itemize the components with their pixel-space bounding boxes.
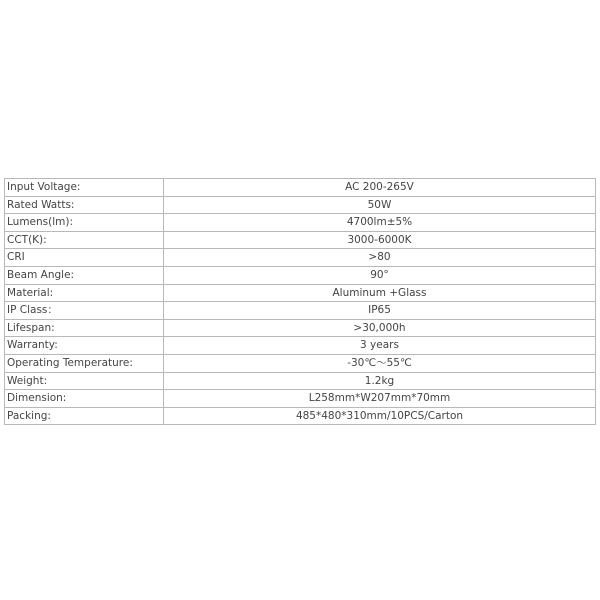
- spec-value: 3000-6000K: [164, 232, 596, 250]
- spec-value: AC 200-265V: [164, 179, 596, 197]
- spec-value: 3 years: [164, 337, 596, 355]
- spec-label: Lifespan:: [5, 320, 164, 338]
- spec-row-ip-class: [5, 302, 596, 320]
- spec-row-input-voltage: [5, 179, 596, 197]
- spec-row-weight: [5, 373, 596, 391]
- spec-value: L258mm*W207mm*70mm: [164, 390, 596, 408]
- spec-value: 4700lm±5%: [164, 214, 596, 232]
- spec-value: 485*480*310mm/10PCS/Carton: [164, 408, 596, 426]
- spec-row-dimension: [5, 390, 596, 408]
- spec-row-material: [5, 285, 596, 303]
- spec-row-beam-angle: [5, 267, 596, 285]
- spec-label: Lumens(lm):: [5, 214, 164, 232]
- spec-value: 50W: [164, 197, 596, 215]
- spec-row-packing: [5, 408, 596, 426]
- spec-label: CRI: [5, 249, 164, 267]
- spec-label: Rated Watts:: [5, 197, 164, 215]
- spec-value: Aluminum +Glass: [164, 285, 596, 303]
- spec-label: Beam Angle:: [5, 267, 164, 285]
- spec-label: Weight:: [5, 373, 164, 391]
- spec-value: 1.2kg: [164, 373, 596, 391]
- spec-value: -30℃～55℃: [164, 355, 596, 373]
- spec-label: Dimension:: [5, 390, 164, 408]
- spec-label: Packing:: [5, 408, 164, 426]
- spec-value: 90°: [164, 267, 596, 285]
- spec-label: Input Voltage:: [5, 179, 164, 197]
- spec-label: IP Class：: [5, 302, 164, 320]
- spec-row-cct: [5, 232, 596, 250]
- spec-value: IP65: [164, 302, 596, 320]
- spec-row-warranty: [5, 337, 596, 355]
- spec-row-lifespan: [5, 320, 596, 338]
- spec-row-operating-temperature: [5, 355, 596, 373]
- spec-row-lumens: [5, 214, 596, 232]
- spec-value: >30,000h: [164, 320, 596, 338]
- spec-label: CCT(K):: [5, 232, 164, 250]
- spec-label: Material:: [5, 285, 164, 303]
- spec-table: [4, 178, 596, 425]
- spec-row-rated-watts: [5, 197, 596, 215]
- spec-row-cri: [5, 249, 596, 267]
- spec-label: Operating Temperature:: [5, 355, 164, 373]
- spec-label: Warranty:: [5, 337, 164, 355]
- spec-value: >80: [164, 249, 596, 267]
